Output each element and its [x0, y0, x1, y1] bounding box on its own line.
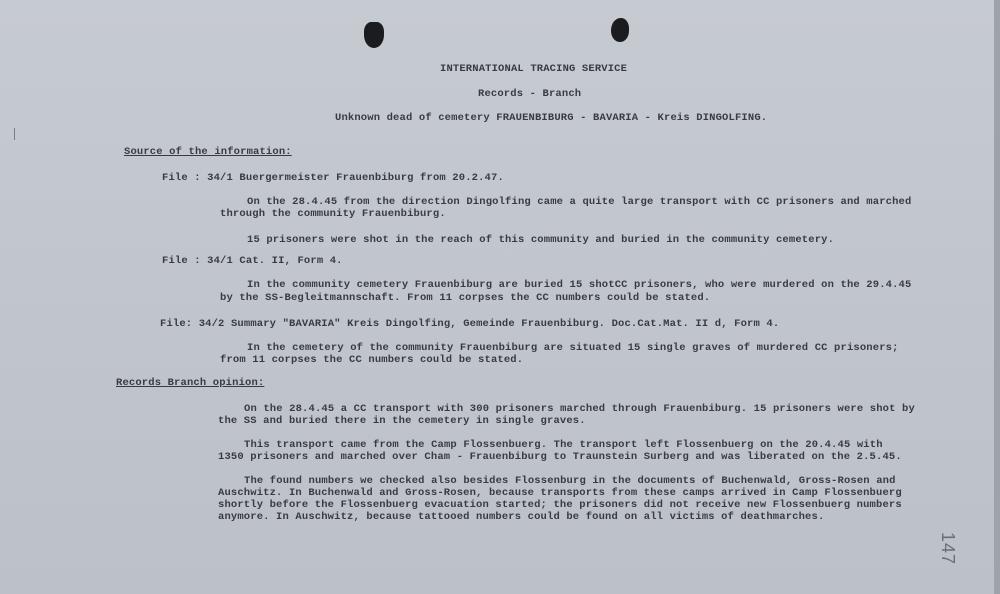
file-1-ref: File : 34/1 Buergermeister Frauenbiburg from 20.2.47. [162, 172, 504, 184]
opinion-para-3-line-2: Auschwitz. In Buchenwald and Gross-Rosen, because transports from these camps arrived in Camp Flossenbuerg [218, 487, 902, 499]
file-1-para-2: 15 prisoners were shot in the reach of this community and buried in the community cemetery. [247, 234, 835, 246]
file-3-para-1-line-2: from 11 corpses the CC numbers could be stated. [220, 354, 524, 366]
file-2-para-1-line-2: by the SS-Begleitmannschaft. From 11 corpses the CC numbers could be stated. [220, 292, 711, 304]
opinion-para-1-line-1: On the 28.4.45 a CC transport with 300 prisoners marched through Frauenbiburg. 15 prisoners were shot by [244, 403, 915, 415]
file-2-para-1-line-1: In the community cemetery Frauenbiburg are buried 15 shotCC prisoners, who were murdered on the 29.4.45 [247, 279, 912, 291]
opinion-para-3-line-1: The found numbers we checked also besides Flossenburg in the documents of Buchenwald, Gross-Rosen and [244, 475, 896, 487]
opinion-para-3-line-4: anymore. In Auschwitz, because tattooed numbers could be found on all victims of deathmarches. [218, 511, 825, 523]
opinion-para-2-line-1: This transport came from the Camp Flossenbuerg. The transport left Flossenbuerg on the 20.4.45 with [244, 439, 883, 451]
file-2-ref: File : 34/1 Cat. II, Form 4. [162, 255, 343, 267]
file-1-para-1-line-2: through the community Frauenbiburg. [220, 208, 446, 220]
subject-line: Unknown dead of cemetery FRAUENBIBURG - BAVARIA - Kreis DINGOLFING. [335, 112, 768, 124]
file-1-para-1-line-1: On the 28.4.45 from the direction Dingolfing came a quite large transport with CC prisoners and marched [247, 196, 912, 208]
page-number: 147 [938, 532, 958, 566]
margin-mark [14, 128, 15, 140]
punch-hole-left [364, 22, 384, 48]
opinion-heading: Records Branch opinion: [116, 377, 265, 389]
opinion-para-1-line-2: the SS and buried there in the cemetery in single graves. [218, 415, 586, 427]
punch-hole-right [611, 18, 629, 42]
file-3-para-1-line-1: In the cemetery of the community Frauenbiburg are situated 15 single graves of murdered CC prisoners; [247, 342, 899, 354]
source-heading: Source of the information: [124, 146, 292, 158]
file-3-ref: File: 34/2 Summary "BAVARIA" Kreis Dingolfing, Gemeinde Frauenbiburg. Doc.Cat.Mat. II d, Form 4. [160, 318, 780, 330]
paper-edge [994, 0, 1000, 594]
opinion-para-3-line-3: shortly before the Flossenbuerg evacuation started; the prisoners did not receive new Flossenbuerg numbers [218, 499, 902, 511]
org-title: INTERNATIONAL TRACING SERVICE [440, 63, 628, 75]
opinion-para-2-line-2: 1350 prisoners and marched over Cham - Frauenbiburg to Traunstein Surberg and was liberated on the 2.5.45. [218, 451, 902, 463]
branch-title: Records - Branch [478, 88, 582, 100]
